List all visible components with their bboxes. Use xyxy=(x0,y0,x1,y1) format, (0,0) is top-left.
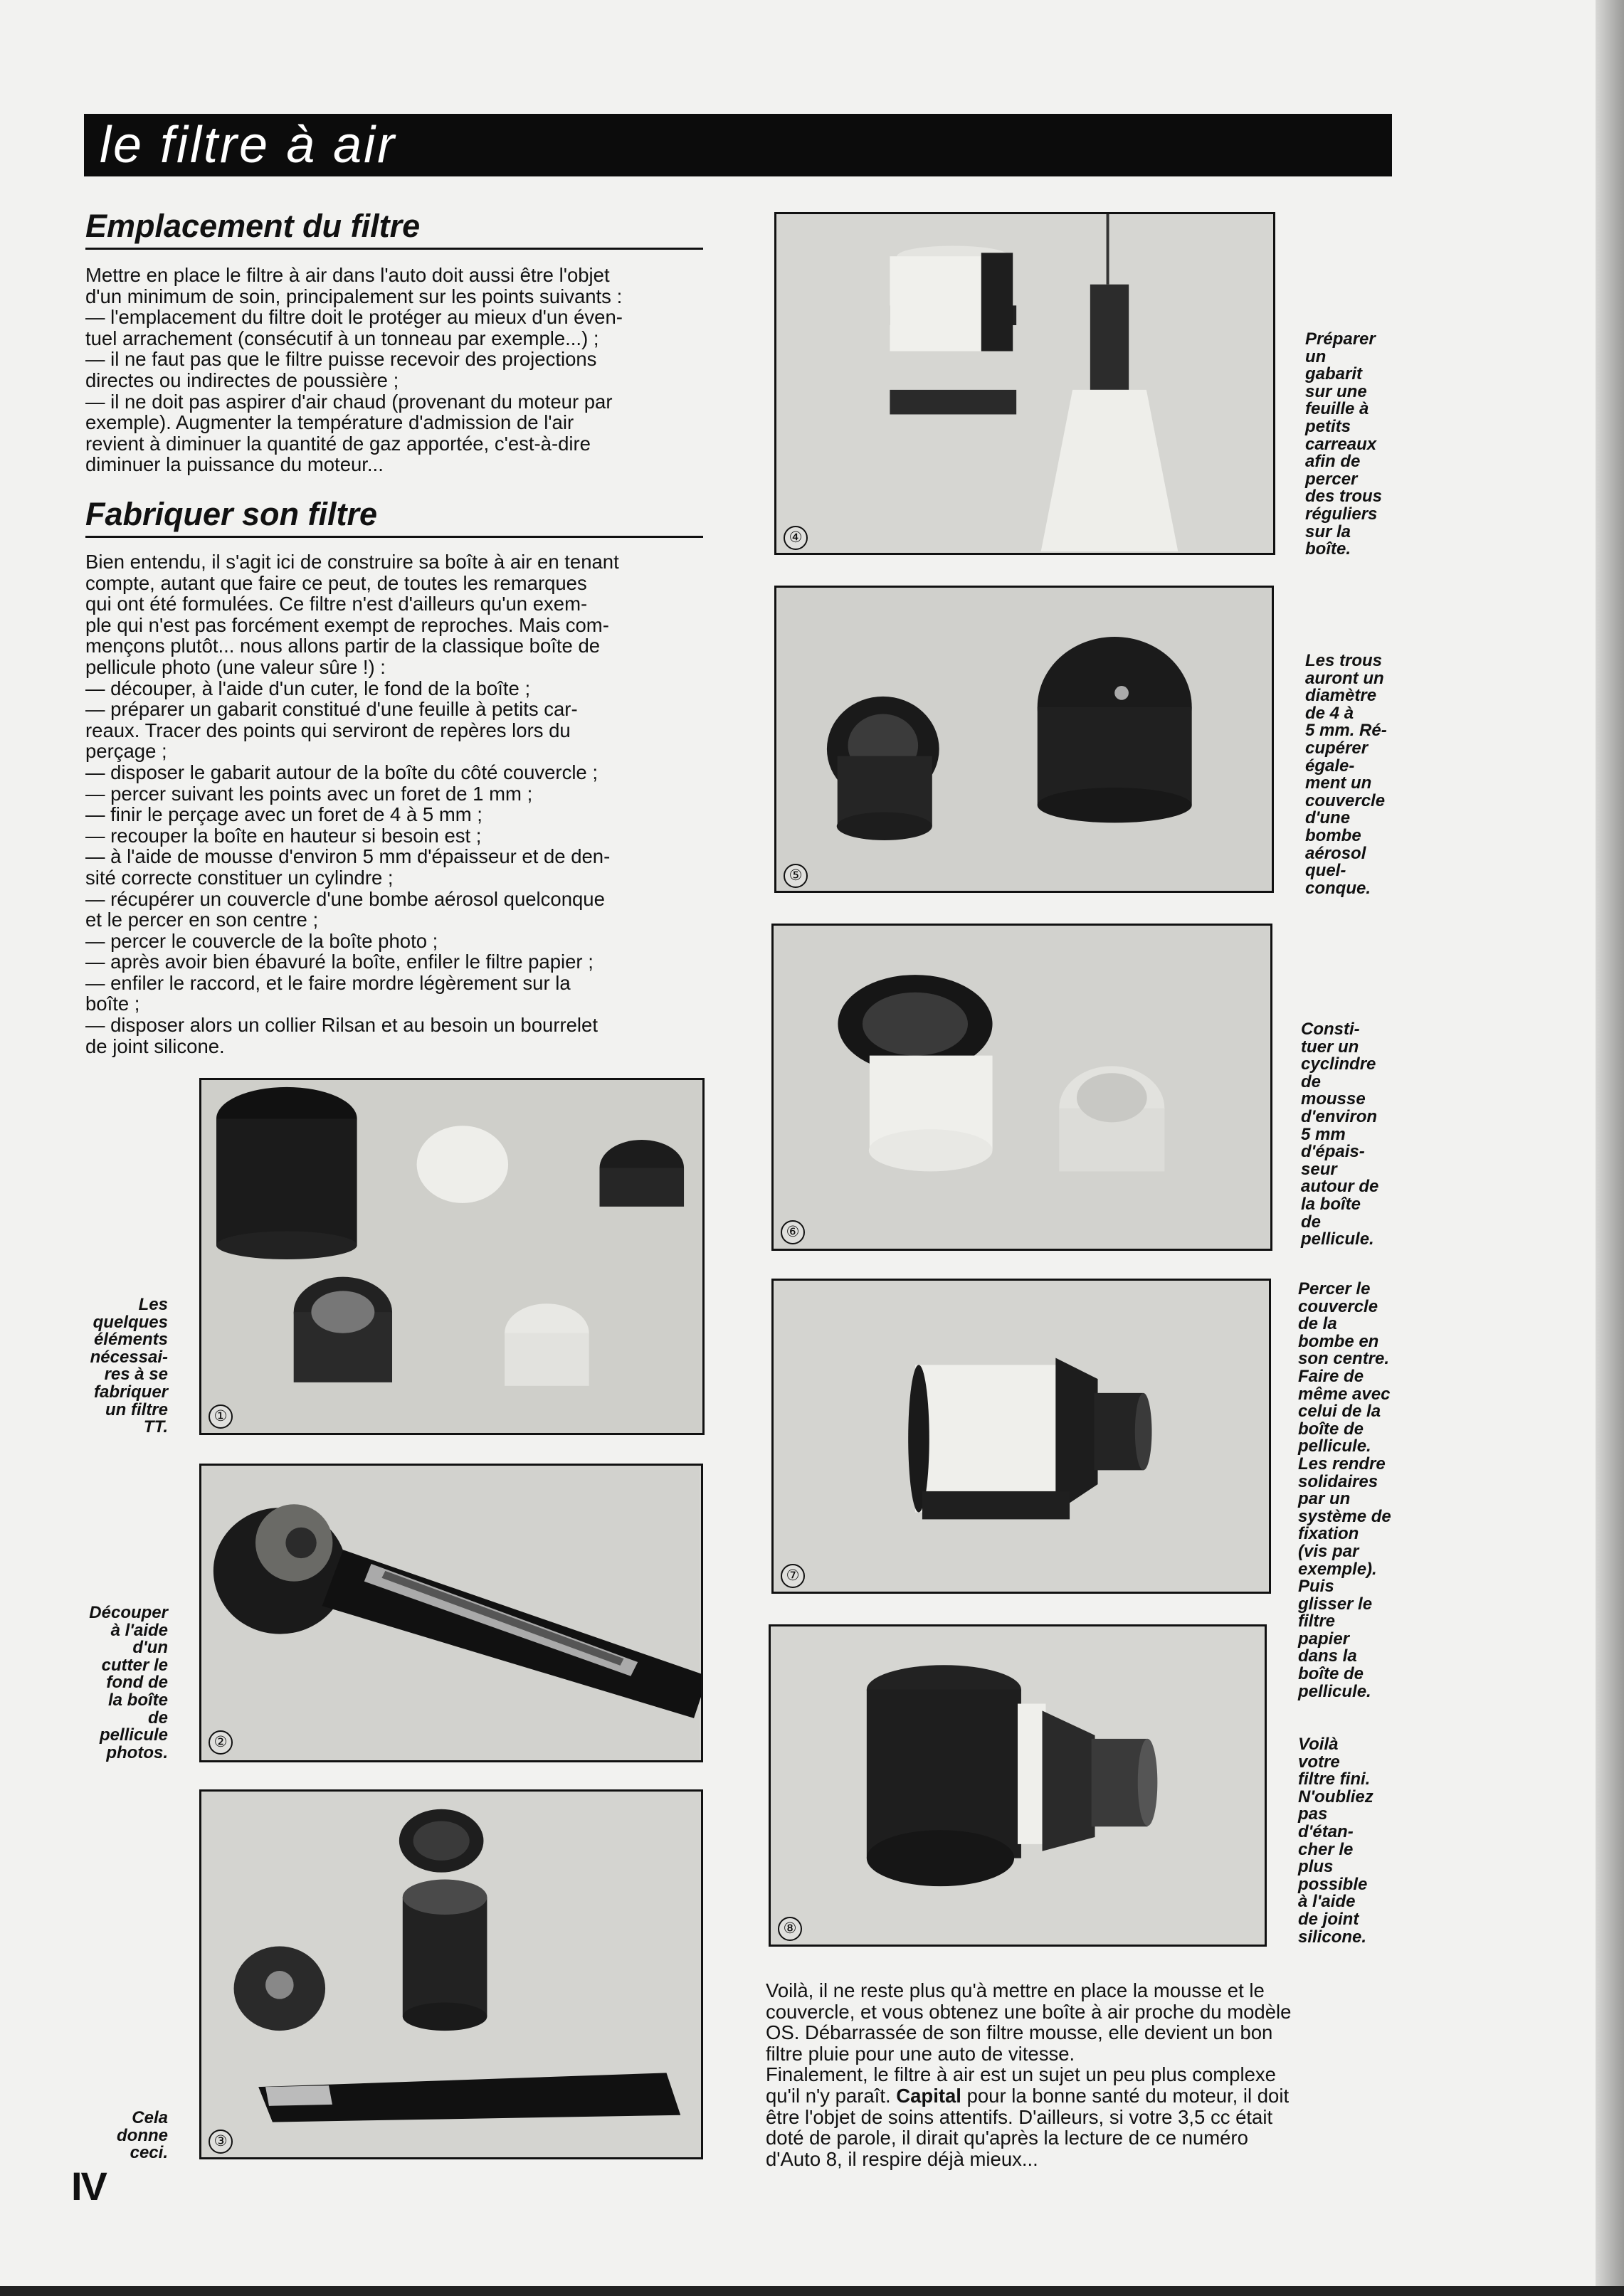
section2-body xyxy=(85,551,712,1057)
caption-line: filtre fini. xyxy=(1298,1769,1371,1789)
caption-line: conque. xyxy=(1305,878,1371,898)
caption-photo-6 xyxy=(1301,1021,1415,1249)
text-line: — percer le couvercle de la boîte photo ; xyxy=(85,929,438,952)
text-line: sité correcte constituer un cylindre ; xyxy=(85,866,394,889)
caption-line: cutter le xyxy=(101,1655,168,1675)
caption-line: d'un xyxy=(132,1638,168,1658)
emphasis-capital: Capital xyxy=(896,2084,961,2107)
caption-line: cher le xyxy=(1298,1839,1354,1859)
text-line: doté de parole, il dirait qu'après la lecture de ce numéro xyxy=(766,2127,1248,2149)
photo-2 xyxy=(199,1464,703,1762)
caption-line: éléments xyxy=(93,1330,168,1350)
caption-line: tuer un xyxy=(1301,1037,1359,1057)
caption-line: 5 mm. Ré- xyxy=(1305,721,1387,741)
text-line: d'un minimum de soin, principalement sur les points suivants : xyxy=(85,285,623,307)
caption-photo-4 xyxy=(1305,331,1419,559)
caption-line: quelques xyxy=(93,1312,168,1332)
caption-line: glisser le xyxy=(1298,1594,1373,1614)
text-line: diminuer la puissance du moteur... xyxy=(85,453,384,476)
photo-3-illustration xyxy=(201,1792,701,2157)
caption-line: Cela xyxy=(132,2108,168,2127)
caption-photo-8 xyxy=(1298,1736,1419,1946)
caption-line: auront un xyxy=(1305,668,1384,688)
photo-6 xyxy=(771,924,1272,1251)
page-title: le filtre à air xyxy=(100,117,397,174)
caption-line: fabriquer xyxy=(93,1382,168,1402)
caption-line: Percer le xyxy=(1298,1279,1371,1298)
caption-line: cupérer xyxy=(1305,738,1369,758)
text-line: Mettre en place le filtre à air dans l'auto doit aussi être l'objet xyxy=(85,264,610,286)
caption-line: feuille à xyxy=(1305,399,1369,419)
caption-line: Les xyxy=(138,1295,168,1314)
text-line: mençons plutôt... nous allons partir de la classique boîte de xyxy=(85,635,601,657)
caption-line: seur xyxy=(1301,1159,1337,1179)
text-line: — il ne faut pas que le filtre puisse recevoir des projections xyxy=(85,348,597,371)
caption-line: fond de xyxy=(106,1673,168,1693)
caption-line: de 4 à xyxy=(1305,703,1354,723)
caption-line: boîte de xyxy=(1298,1664,1364,1684)
caption-line: carreaux xyxy=(1305,434,1377,454)
text-line: boîte ; xyxy=(85,993,140,1015)
caption-line: autour de xyxy=(1301,1177,1379,1197)
text-line: — à l'aide de mousse d'environ 5 mm d'épaisseur et de den- xyxy=(85,845,611,868)
text-line: — l'emplacement du filtre doit le protéger au mieux d'un éven- xyxy=(85,306,623,329)
caption-line: système de xyxy=(1298,1506,1391,1526)
text-line: OS. Débarrassée de son filtre mousse, elle devient un bon xyxy=(766,2021,1273,2044)
caption-line: de xyxy=(1301,1072,1322,1091)
caption-line: un filtre xyxy=(105,1400,168,1419)
text-line: directes ou indirectes de poussière ; xyxy=(85,369,399,391)
caption-line: des trous xyxy=(1305,487,1383,507)
caption-line: couvercle xyxy=(1298,1296,1378,1316)
text-line: — découper, à l'aide d'un cuter, le fond de la boîte ; xyxy=(85,677,531,699)
text-line: — recouper la boîte en hauteur si besoin est ; xyxy=(85,824,482,847)
text-line: filtre pluie pour une auto de vitesse. xyxy=(766,2042,1075,2065)
caption-line: Consti- xyxy=(1301,1020,1360,1039)
caption-line: de joint xyxy=(1298,1909,1359,1929)
text-line: — disposer le gabarit autour de la boîte du côté couvercle ; xyxy=(85,761,599,783)
caption-line: Les trous xyxy=(1305,651,1383,670)
caption-line: bombe en xyxy=(1298,1331,1379,1351)
caption-line: couvercle xyxy=(1305,790,1386,810)
text-line: — disposer alors un collier Rilsan et au besoin un bourrelet xyxy=(85,1014,598,1037)
caption-line: sur la xyxy=(1305,522,1351,541)
caption-line: à l'aide xyxy=(1298,1892,1356,1912)
photo-3 xyxy=(199,1789,703,2159)
text-line: — finir le perçage avec un foret de 4 à 5 mm ; xyxy=(85,803,483,826)
photo-7 xyxy=(771,1279,1271,1594)
caption-photo-5 xyxy=(1305,652,1419,897)
text-run: pour la bonne santé du moteur, il doit xyxy=(961,2084,1290,2107)
caption-line: boîte. xyxy=(1305,539,1351,559)
text-line: exemple). Augmenter la température d'admission de l'air xyxy=(85,411,574,434)
caption-line: par un xyxy=(1298,1489,1351,1509)
text-line: — préparer un gabarit constitué d'une feuille à petits car- xyxy=(85,698,578,721)
caption-line: photos. xyxy=(106,1742,168,1762)
caption-line: aérosol xyxy=(1305,843,1366,863)
photo-number: ④ xyxy=(784,526,808,550)
photo-2-illustration xyxy=(201,1466,701,1760)
photo-4-illustration xyxy=(776,214,1273,553)
text-run: qu'il n'y paraît. xyxy=(766,2084,897,2107)
caption-line: ceci. xyxy=(130,2143,168,2163)
photo-6-illustration xyxy=(774,926,1270,1249)
photo-5-illustration xyxy=(776,588,1272,891)
text-line: de joint silicone. xyxy=(85,1035,225,1057)
text-line: Bien entendu, il s'agit ici de construire sa boîte à air en tenant xyxy=(85,551,619,573)
caption-line: 5 mm xyxy=(1301,1124,1346,1144)
caption-photo-3 xyxy=(57,2110,168,2162)
photo-number: ⑤ xyxy=(784,864,808,888)
caption-line: boîte de xyxy=(1298,1419,1364,1439)
caption-line: d'une xyxy=(1305,808,1351,828)
caption-line: de la xyxy=(1298,1314,1337,1334)
caption-line: réguliers xyxy=(1305,504,1378,524)
text-line: reaux. Tracer des points qui serviront de repères lors du xyxy=(85,719,571,741)
caption-line: TT. xyxy=(143,1417,168,1437)
photo-5 xyxy=(774,586,1274,893)
caption-line: petits xyxy=(1305,416,1351,436)
text-line: pellicule photo (une valeur sûre !) : xyxy=(85,655,386,678)
caption-line: sur une xyxy=(1305,381,1367,401)
caption-line: quel- xyxy=(1305,861,1346,881)
caption-line: un xyxy=(1305,346,1327,366)
caption-line: ment un xyxy=(1305,773,1372,793)
photo-number: ⑥ xyxy=(781,1220,805,1244)
caption-line: donne xyxy=(117,2125,168,2145)
text-line-mixed xyxy=(766,2085,1413,2107)
photo-8 xyxy=(769,1624,1267,1947)
caption-line: solidaires xyxy=(1298,1471,1378,1491)
caption-line: res à se xyxy=(104,1365,168,1385)
page-edge xyxy=(1596,0,1624,2296)
caption-line: Voilà xyxy=(1298,1735,1339,1754)
caption-photo-1 xyxy=(57,1296,168,1437)
caption-line: mousse xyxy=(1301,1089,1366,1109)
caption-line: possible xyxy=(1298,1874,1368,1894)
caption-line: Découper xyxy=(89,1603,168,1622)
caption-line: Faire de xyxy=(1298,1366,1364,1386)
caption-line: celui de la xyxy=(1298,1402,1381,1422)
caption-line: même avec xyxy=(1298,1384,1391,1404)
photo-number: ① xyxy=(209,1404,233,1429)
caption-line: filtre xyxy=(1298,1612,1336,1631)
caption-line: percer xyxy=(1305,469,1358,489)
caption-line: pellicule. xyxy=(1298,1437,1371,1456)
section-heading-fabriquer: Fabriquer son filtre xyxy=(85,494,703,538)
caption-line: Les rendre xyxy=(1298,1454,1386,1474)
caption-line: nécessai- xyxy=(90,1347,168,1367)
caption-line: exemple). xyxy=(1298,1559,1377,1579)
caption-line: gabarit xyxy=(1305,364,1363,384)
photo-number: ⑧ xyxy=(778,1917,802,1941)
caption-photo-7 xyxy=(1298,1281,1419,1700)
caption-line: afin de xyxy=(1305,452,1361,472)
title-bar xyxy=(84,114,1392,176)
text-line: tuel arrachement (consécutif à un tonneau par exemple...) ; xyxy=(85,327,599,349)
caption-line: (vis par xyxy=(1298,1541,1359,1561)
caption-line: Préparer xyxy=(1305,329,1376,349)
caption-line: bombe xyxy=(1305,825,1361,845)
caption-photo-2 xyxy=(57,1604,168,1762)
caption-line: son centre. xyxy=(1298,1349,1390,1369)
caption-line: d'environ xyxy=(1301,1106,1378,1126)
caption-line: pellicule. xyxy=(1301,1229,1374,1249)
text-line: revient à diminuer la quantité de gaz apportée, c'est-à-dire xyxy=(85,432,591,455)
caption-line: papier xyxy=(1298,1629,1350,1649)
bottom-edge xyxy=(0,2286,1624,2296)
caption-line: N'oubliez xyxy=(1298,1787,1373,1806)
caption-line: plus xyxy=(1298,1857,1334,1877)
text-line: compte, autant que faire ce peut, de toutes les remarques xyxy=(85,571,587,594)
caption-line: pellicule xyxy=(99,1725,168,1745)
text-line: — après avoir bien ébavuré la boîte, enfiler le filtre papier ; xyxy=(85,951,594,973)
page-number: IV xyxy=(71,2164,106,2208)
photo-8-illustration xyxy=(771,1626,1265,1945)
photo-number: ③ xyxy=(209,2130,233,2154)
caption-line: à l'aide xyxy=(110,1620,168,1640)
caption-line: de xyxy=(147,1708,168,1728)
caption-line: la boîte xyxy=(1301,1194,1361,1214)
caption-line: dans la xyxy=(1298,1646,1357,1666)
caption-line: pellicule. xyxy=(1298,1681,1371,1701)
text-line: Voilà, il ne reste plus qu'à mettre en place la mousse et le xyxy=(766,1979,1265,2001)
section-heading-emplacement: Emplacement du filtre xyxy=(85,206,703,250)
text-line: perçage ; xyxy=(85,740,167,763)
text-line: — percer suivant les points avec un foret de 1 mm ; xyxy=(85,782,533,805)
caption-line: égale- xyxy=(1305,756,1355,776)
caption-line: pas xyxy=(1298,1804,1328,1824)
text-line: et le percer en son centre ; xyxy=(85,909,319,931)
photo-4 xyxy=(774,212,1275,555)
text-line: — récupérer un couvercle d'une bombe aérosol quelconque xyxy=(85,887,605,910)
caption-line: cyclindre xyxy=(1301,1054,1376,1074)
photo-number: ② xyxy=(209,1730,233,1755)
caption-line: la boîte xyxy=(107,1690,168,1710)
text-line: ple qui n'est pas forcément exempt de reproches. Mais com- xyxy=(85,613,609,636)
text-line: — il ne doit pas aspirer d'air chaud (provenant du moteur par xyxy=(85,390,613,413)
conclusion-body xyxy=(766,1980,1413,2169)
text-line: être l'objet de soins attentifs. D'ailleurs, si votre 3,5 cc était xyxy=(766,2105,1273,2128)
caption-line: votre xyxy=(1298,1752,1340,1772)
caption-line: d'épais- xyxy=(1301,1142,1365,1162)
photo-7-illustration xyxy=(774,1281,1269,1592)
photo-1 xyxy=(199,1078,705,1435)
text-line: — enfiler le raccord, et le faire mordre légèrement sur la xyxy=(85,971,571,994)
caption-line: diamètre xyxy=(1305,686,1377,706)
text-line: qui ont été formulées. Ce filtre n'est d'ailleurs qu'un exem- xyxy=(85,593,588,615)
caption-line: d'étan- xyxy=(1298,1821,1354,1841)
caption-line: silicone. xyxy=(1298,1927,1367,1947)
text-line: d'Auto 8, il respire déjà mieux... xyxy=(766,2147,1038,2170)
caption-line: fixation xyxy=(1298,1524,1359,1544)
caption-line: Puis xyxy=(1298,1577,1334,1597)
caption-line: de xyxy=(1301,1212,1322,1232)
text-line: Finalement, le filtre à air est un sujet un peu plus complexe xyxy=(766,2063,1276,2086)
photo-1-illustration xyxy=(201,1080,702,1433)
text-line: couvercle, et vous obtenez une boîte à air proche du modèle xyxy=(766,2000,1292,2023)
photo-number: ⑦ xyxy=(781,1564,805,1588)
section1-body xyxy=(85,265,712,475)
